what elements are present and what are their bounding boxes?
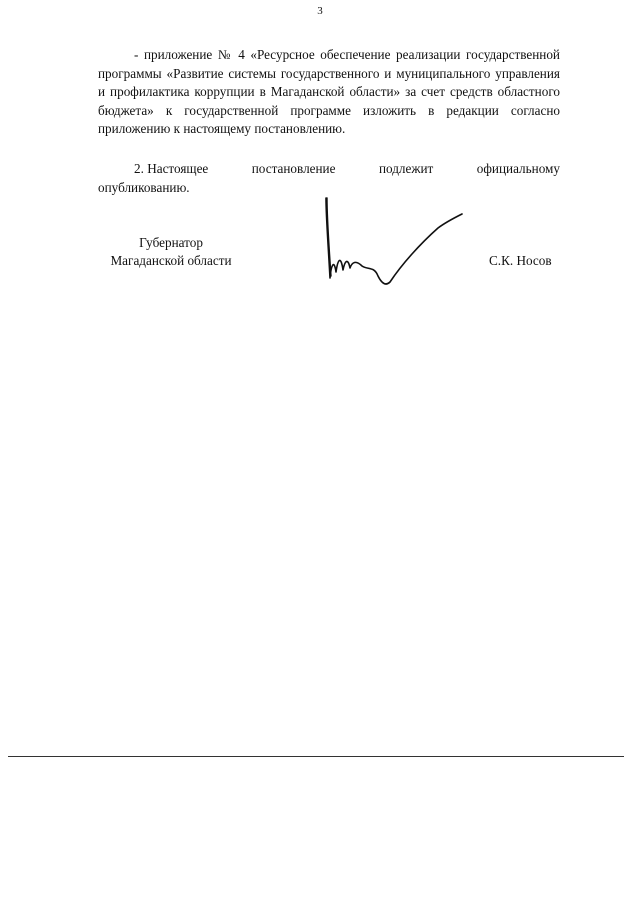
paragraph-publication-word-1: 2. Настоящее	[134, 161, 209, 176]
signatory-title	[86, 234, 256, 270]
signatory-title-line-2: Магаданской области	[110, 253, 232, 268]
paragraph-appendix-4	[98, 46, 560, 139]
paragraph-appendix-4-text: - приложение № 4 «Ресурсное обеспечение реализации государственной программы «Развитие системы государственного и муниципального управления и профилактика коррупции в Магаданской области» за счет средств областного бюджета» к государственной программе изложить в редакции согласно приложению к настоящему постановлению.	[98, 47, 560, 136]
signatory-title-line-1: Губернатор	[139, 235, 203, 250]
paragraph-publication-line-2: опубликованию.	[98, 179, 190, 195]
paragraph-publication-word-2: постановление	[251, 161, 336, 176]
paragraph-publication-word-4: официальному	[476, 161, 560, 176]
signatory-name: С.К. Носов	[489, 253, 552, 268]
paragraph-publication-line-1	[98, 160, 560, 179]
paragraph-publication-word-3: подлежит	[378, 161, 434, 176]
page-number: 3	[317, 5, 323, 17]
handwritten-signature	[316, 186, 466, 290]
bottom-rule	[8, 756, 624, 757]
